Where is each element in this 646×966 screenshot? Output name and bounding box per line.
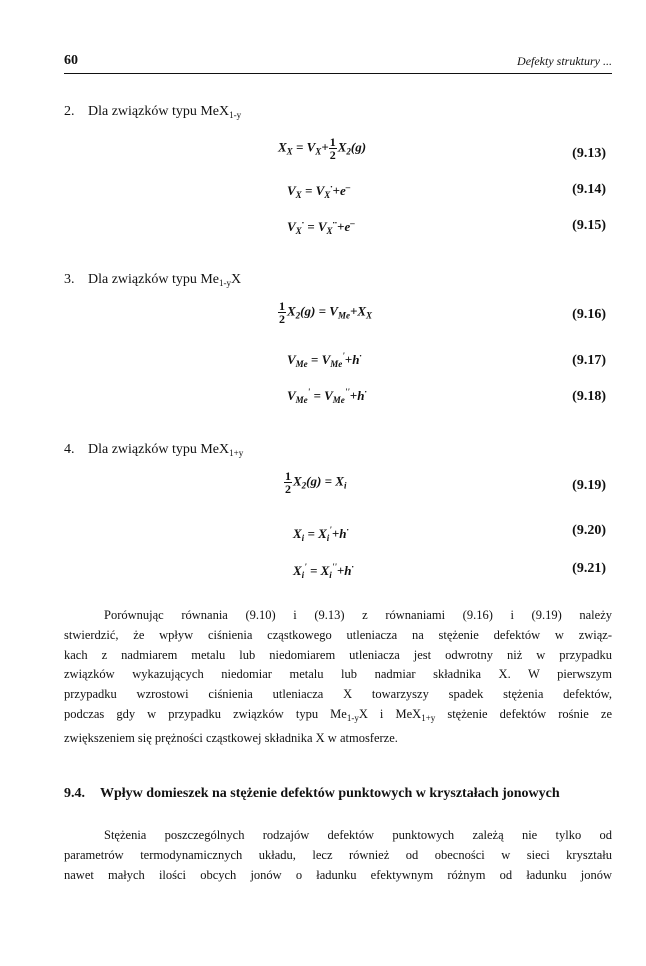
equation-9-18: $V_{Me}' = V_{Me}''+h^\cdot$ bbox=[287, 387, 367, 405]
equation-9-19: $\frac{1}{2}$ $X_2(g) = X_i$ bbox=[285, 469, 347, 496]
fraction: $\frac{1}{2}$ bbox=[285, 469, 291, 496]
text-line: stwierdzić, że wpływ ciśnienia cząstkowego utleniacza na stężenie defektów w związ- bbox=[64, 627, 612, 642]
text-line: kach z nadmiarem metalu lub niedomiarem utleniacza jest odwrotny niż w przypadku bbox=[64, 647, 612, 662]
text-line: zwiększeniem się prężności cząstkowej składnika X w atmosferze. bbox=[64, 730, 398, 745]
equation-number: (9.20) bbox=[572, 523, 606, 538]
list-item-3 bbox=[64, 272, 241, 288]
body-paragraph-1 bbox=[64, 606, 612, 749]
text-line: Stężenia poszczególnych rodzajów defektów punktowych zależą nie tylko od bbox=[104, 828, 612, 842]
item-label: Dla związków typu MeX bbox=[88, 442, 230, 457]
equation-number: (9.13) bbox=[572, 146, 606, 161]
list-item-4 bbox=[64, 442, 243, 458]
item-subscript: 1-y bbox=[229, 110, 242, 120]
text-line: Porównując równania (9.10) i (9.13) z równaniami (9.16) i (9.19) należy bbox=[104, 608, 612, 622]
section-title-text: Wpływ domieszek na stężenie defektów punktowych w kryształach jonowych bbox=[100, 786, 560, 801]
fraction: $\frac{1}{2}$ bbox=[279, 299, 285, 326]
equation-9-13: $X_X = V_X+$ $\frac{1}{2}$ $X_2(g)$ bbox=[278, 135, 367, 162]
fraction: $\frac{1}{2}$ bbox=[329, 135, 336, 162]
equation-number: (9.18) bbox=[572, 389, 606, 404]
equation-9-20: $X_i = X_i'+h^\cdot$ bbox=[293, 525, 349, 543]
running-title: Defekty struktury ... bbox=[517, 54, 612, 68]
page-header bbox=[64, 53, 612, 74]
text-line: parametrów termodynamicznych układu, lecz również od obecności w sieci kryształu bbox=[64, 847, 612, 862]
equation-9-15: $V_X^\cdot = V_X^{\cdot\cdot}+e^-$ bbox=[287, 218, 355, 236]
equation-number: (9.15) bbox=[572, 218, 606, 233]
equation-number: (9.17) bbox=[572, 353, 606, 368]
text-line: nawet małych ilości obcych jonów o ładunku efektywnym różnym od ładunku jonów bbox=[64, 867, 612, 882]
page-number: 60 bbox=[64, 53, 78, 68]
equation-9-14: $V_X = V_X^\cdot+e^-$ bbox=[287, 182, 351, 200]
text-line: podczas gdy w przypadku związków typu $Me_{1-y}X$ i MeX$_{1+y}$ stężenie defektów rośnie ze bbox=[64, 706, 612, 723]
equation-number: (9.19) bbox=[572, 478, 606, 493]
equation-number: (9.14) bbox=[572, 182, 606, 197]
item-subscript: 1-y bbox=[219, 278, 232, 288]
text-line: związków wykazujących niedomiar metalu lub nadmiar składnika X. W pierwszym bbox=[64, 667, 612, 682]
item-label: Dla związków typu MeX bbox=[88, 104, 230, 119]
text-line: przypadku wzrostowi ciśnienia utleniacza X towarzyszy spadek stężenia defektów, bbox=[64, 687, 612, 702]
section-heading bbox=[64, 786, 612, 802]
equation-9-16: $\frac{1}{2}$ $X_2(g) = V_{Me}+X_X$ bbox=[279, 299, 373, 326]
equation-number: (9.16) bbox=[572, 307, 606, 322]
item-label-suffix: X bbox=[231, 272, 242, 287]
equation-number: (9.21) bbox=[572, 561, 606, 576]
item-subscript: 1+y bbox=[229, 448, 244, 458]
item-number: 2. bbox=[64, 104, 75, 119]
equation-9-17: $V_{Me} = V_{Me}'+h^\cdot$ bbox=[287, 351, 362, 369]
item-number: 4. bbox=[64, 442, 75, 457]
item-number: 3. bbox=[64, 272, 75, 287]
body-paragraph-2 bbox=[64, 826, 612, 885]
list-item-2 bbox=[64, 104, 241, 120]
section-number: 9.4. bbox=[64, 786, 85, 801]
item-label: Dla związków typu Me bbox=[88, 272, 220, 287]
equation-9-21: $X_i' = X_i''+h^\cdot$ bbox=[293, 562, 354, 580]
